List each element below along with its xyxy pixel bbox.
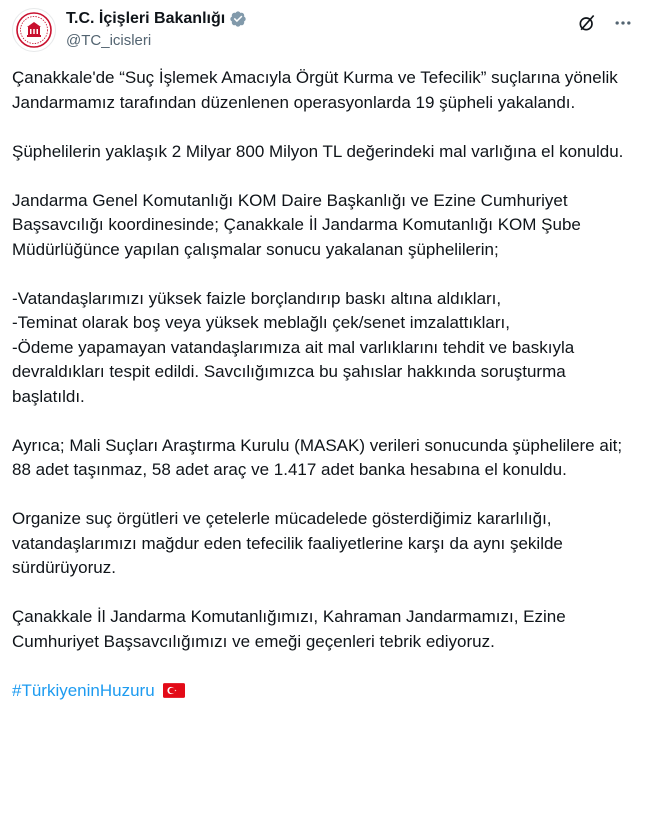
- post-text: [12, 66, 632, 703]
- hashtag-row: [12, 679, 632, 704]
- avatar[interactable]: [12, 8, 56, 52]
- paragraph-masak: [12, 434, 632, 483]
- ministry-seal-icon: [14, 10, 54, 50]
- turkey-flag-icon: [163, 683, 185, 698]
- grok-icon[interactable]: [576, 12, 598, 34]
- paragraph-findings: [12, 287, 632, 410]
- hashtag-link[interactable]: #TürkiyeninHuzuru: [12, 680, 155, 700]
- more-options-icon[interactable]: [612, 12, 634, 34]
- post-header: [12, 6, 634, 54]
- text-line: Çanakkale'de “Suç İşlemek Amacıyla Örgüt Kurma ve Tefecilik” suçlarına yönelik Jandarmamız tarafından düzenlenen operasyonlarda 19 şüpheli yakalandı.: [12, 68, 618, 112]
- paragraph-determination: [12, 507, 632, 581]
- paragraph-congratulations: [12, 605, 632, 654]
- verified-badge-icon[interactable]: [229, 10, 247, 28]
- list-item: -Teminat olarak boş veya yüksek meblağlı çek/senet imzalattıkları,: [12, 313, 510, 332]
- paragraph-coordination: [12, 189, 632, 263]
- text-line: Şüphelilerin yaklaşık 2 Milyar 800 Milyon TL değerindeki mal varlığına el konuldu.: [12, 141, 624, 161]
- account-names: [66, 8, 247, 49]
- paragraph-assets: [12, 140, 632, 165]
- paragraph-operation: [12, 66, 632, 115]
- account-handle[interactable]: @TC_icisleri: [66, 32, 152, 49]
- list-item: -Vatandaşlarımızı yüksek faizle borçlandırıp baskı altına aldıkları,: [12, 288, 502, 308]
- text-line: Jandarma Genel Komutanlığı KOM Daire Başkanlığı ve Ezine Cumhuriyet Başsavcılığı koordinesinde; Çanakkale İl Jandarma Komutanlığı KOM Şube Müdürlüğünce yapılan çalışmalar sonucu yakalanan şüphelilerin;: [12, 190, 581, 259]
- display-name[interactable]: T.C. İçişleri Bakanlığı: [66, 10, 226, 27]
- text-line: Organize suç örgütleri ve çetelerle mücadelede gösterdiğimiz kararlılığı, vatandaşlarımızı mağdur eden tefecilik faaliyetlerine karşı da aynı şekilde sürdürüyoruz.: [12, 509, 563, 577]
- list-item: -Ödeme yapamayan vatandaşlarımıza ait mal varlıklarını tehdit ve baskıyla devraldıkları tespit edildi. Savcılığımızca bu şahıslar hakkında soruşturma başlatıldı.: [12, 337, 575, 406]
- text-line: Çanakkale İl Jandarma Komutanlığımızı, Kahraman Jandarmamızı, Ezine Cumhuriyet Başsavcılığımızı ve emeği geçenleri tebrik ediyoruz.: [12, 607, 566, 651]
- post-actions: [576, 12, 634, 34]
- text-line: Ayrıca; Mali Suçları Araştırma Kurulu (MASAK) verileri sonucunda şüphelilere ait; 88 adet taşınmaz, 58 adet araç ve 1.417 adet banka hesabına el konuldu.: [12, 435, 623, 479]
